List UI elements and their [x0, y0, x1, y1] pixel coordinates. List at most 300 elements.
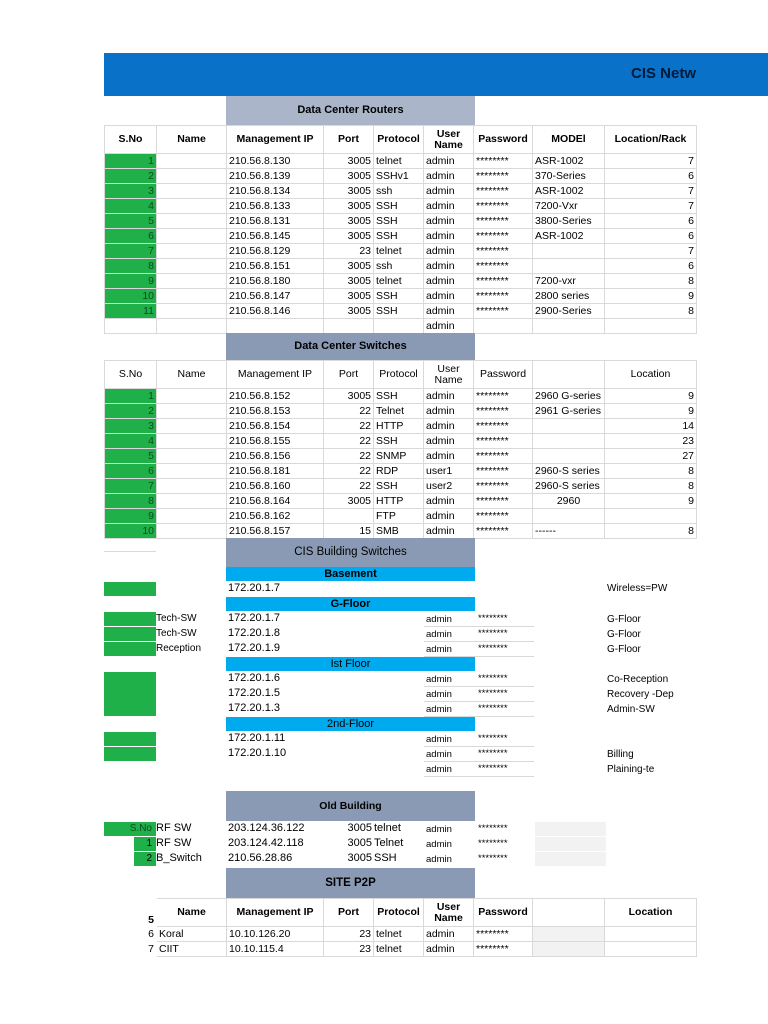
model: 370-Series: [533, 169, 605, 184]
port: 3005: [324, 199, 374, 214]
user-name: admin: [426, 764, 452, 775]
port: 3005: [324, 154, 374, 169]
port: 22: [324, 404, 374, 419]
port: 22: [324, 449, 374, 464]
management-ip: 210.56.8.146: [227, 304, 324, 319]
serial-number: 1: [146, 838, 152, 849]
serial-number: 3: [105, 419, 157, 434]
device-name: [157, 169, 227, 184]
password: ********: [478, 703, 508, 714]
routers-heading: Data Center Routers: [226, 96, 475, 125]
device-name: RF SW: [156, 822, 192, 834]
password: ********: [478, 688, 508, 699]
user-name: admin: [424, 404, 474, 419]
table-row: [105, 199, 697, 214]
column-header: S.No: [105, 361, 157, 389]
management-ip: 210.56.8.129: [227, 244, 324, 259]
port: 3005: [324, 184, 374, 199]
password: ********: [478, 643, 508, 654]
model: 2960 G-series: [533, 389, 605, 404]
model: 2960: [533, 494, 605, 509]
device-name: [157, 494, 227, 509]
model: ASR-1002: [533, 229, 605, 244]
user-name: admin: [426, 704, 452, 715]
device-name: Tech-SW: [156, 628, 197, 639]
management-ip: 210.56.28.86: [228, 852, 293, 864]
basement-ip: 172.20.1.7: [228, 582, 280, 594]
location: 6: [605, 259, 697, 274]
password: ********: [478, 748, 508, 759]
serial-number: 7: [148, 943, 154, 955]
user-name: admin: [424, 199, 474, 214]
port: 3005: [347, 837, 372, 849]
column-header: Port: [324, 899, 374, 927]
serial-number: 1: [105, 154, 157, 169]
location: 6: [605, 229, 697, 244]
management-ip: 210.56.8.152: [227, 389, 324, 404]
device-name: [157, 419, 227, 434]
location: 7: [605, 184, 697, 199]
table-row: [105, 214, 697, 229]
column-header: Password: [474, 361, 533, 389]
row-divider: [424, 776, 534, 777]
table-row: [105, 169, 697, 184]
basement-note: Wireless=PW: [607, 583, 668, 594]
protocol: telnet: [374, 244, 424, 259]
protocol: telnet: [374, 274, 424, 289]
user-name: admin: [424, 927, 474, 942]
user-name: admin: [426, 749, 452, 760]
management-ip: [227, 319, 324, 334]
location: 8: [605, 304, 697, 319]
management-ip: 172.20.1.6: [228, 672, 280, 684]
password: ********: [478, 613, 508, 624]
management-ip: 210.56.8.133: [227, 199, 324, 214]
location-note: Co-Reception: [607, 674, 669, 685]
device-name: [157, 244, 227, 259]
model: [533, 942, 605, 957]
table-row: [105, 494, 697, 509]
table-row: [105, 154, 697, 169]
location: 9: [605, 389, 697, 404]
user-name: admin: [426, 854, 452, 865]
management-ip: 172.20.1.11: [228, 732, 286, 744]
password: ********: [478, 628, 508, 639]
serial-number: 2: [105, 169, 157, 184]
basement-marker: [104, 582, 156, 596]
column-header: [533, 899, 605, 927]
management-ip: 203.124.36.122: [228, 822, 305, 834]
building-left-lines: [104, 538, 156, 566]
model: 2961 G-series: [533, 404, 605, 419]
column-header: 5: [148, 914, 154, 926]
port: 22: [324, 479, 374, 494]
user-name: admin: [426, 734, 452, 745]
management-ip: 172.20.1.10: [228, 747, 287, 759]
row-divider: [424, 641, 534, 642]
protocol: SSHv1: [374, 169, 424, 184]
location: 8: [605, 274, 697, 289]
protocol: FTP: [374, 509, 424, 524]
table-row: [105, 259, 697, 274]
device-name: Reception: [156, 643, 202, 654]
row-divider: [424, 761, 534, 762]
management-ip: 172.20.1.5: [228, 687, 280, 699]
management-ip: 210.56.8.131: [227, 214, 324, 229]
password: ********: [474, 419, 533, 434]
protocol: HTTP: [374, 494, 424, 509]
serial-number: 9: [105, 509, 157, 524]
p2p-header-row: [105, 899, 697, 927]
location-note: Admin-SW: [607, 704, 655, 715]
device-name: [157, 274, 227, 289]
management-ip: 210.56.8.160: [227, 479, 324, 494]
management-ip: 172.20.1.9: [228, 642, 280, 654]
device-name: [157, 509, 227, 524]
serial-number: 3: [105, 184, 157, 199]
management-ip: 210.56.8.147: [227, 289, 324, 304]
management-ip: 203.124.42.118: [228, 837, 304, 849]
table-row: [105, 479, 697, 494]
management-ip: 210.56.8.156: [227, 449, 324, 464]
row-divider: [424, 746, 534, 747]
protocol: SSH: [374, 479, 424, 494]
port: 22: [324, 419, 374, 434]
password: ********: [478, 838, 508, 849]
serial-number: 5: [105, 214, 157, 229]
floor-marker: [104, 642, 156, 656]
table-row: [105, 229, 697, 244]
device-name: [157, 479, 227, 494]
device-name: [157, 389, 227, 404]
location: 8: [605, 464, 697, 479]
serial-number: 4: [105, 434, 157, 449]
serial-number: 6: [105, 464, 157, 479]
protocol: HTTP: [374, 419, 424, 434]
column-header: Protocol: [374, 899, 424, 927]
serial-number: 2: [105, 404, 157, 419]
password: ********: [478, 853, 508, 864]
model: [533, 449, 605, 464]
location: 23: [605, 434, 697, 449]
location-note: G-Floor: [607, 644, 641, 655]
model: [533, 319, 605, 334]
port: 3005: [347, 822, 372, 834]
empty-cell: [535, 852, 606, 866]
p2p-heading: SITE P2P: [226, 868, 475, 898]
password: ********: [474, 479, 533, 494]
model: 2960-S series: [533, 479, 605, 494]
location: 27: [605, 449, 697, 464]
model: 2900-Series: [533, 304, 605, 319]
management-ip: 172.20.1.3: [228, 702, 280, 714]
protocol: SSH: [374, 214, 424, 229]
column-header: Protocol: [374, 126, 424, 154]
management-ip: 210.56.8.162: [227, 509, 324, 524]
location-note: G-Floor: [607, 629, 641, 640]
model: [533, 259, 605, 274]
switches-header-row: [105, 361, 697, 389]
location-note: Recovery -Dep: [607, 689, 674, 700]
password: ********: [474, 449, 533, 464]
password: ********: [474, 389, 533, 404]
protocol: ssh: [374, 184, 424, 199]
serial-number: 11: [105, 304, 157, 319]
model: 2960-S series: [533, 464, 605, 479]
port: 3005: [324, 289, 374, 304]
protocol: ssh: [374, 259, 424, 274]
protocol: telnet: [374, 154, 424, 169]
table-row: [105, 419, 697, 434]
password: ********: [474, 184, 533, 199]
port: 3005: [324, 229, 374, 244]
device-name: [157, 449, 227, 464]
model: 3800-Series: [533, 214, 605, 229]
location: [605, 942, 697, 957]
p2p-table: [104, 898, 697, 957]
table-row: [105, 389, 697, 404]
port: 23: [324, 942, 374, 957]
device-name: [157, 259, 227, 274]
column-header: User Name: [424, 126, 474, 154]
port: [324, 509, 374, 524]
table-row: [105, 942, 697, 957]
password: ********: [474, 259, 533, 274]
device-name: [157, 404, 227, 419]
device-name: [157, 304, 227, 319]
user-name: admin: [426, 824, 452, 835]
user-name: admin: [424, 304, 474, 319]
protocol: SSH: [374, 229, 424, 244]
model: 2800 series: [533, 289, 605, 304]
port: 3005: [324, 169, 374, 184]
user-name: admin: [424, 942, 474, 957]
user-name: admin: [426, 674, 452, 685]
user-name: admin: [424, 319, 474, 334]
device-name: Tech-SW: [156, 613, 197, 624]
password: ********: [474, 942, 533, 957]
password: ********: [478, 733, 508, 744]
table-row: [105, 274, 697, 289]
user-name: admin: [424, 184, 474, 199]
device-name: [157, 434, 227, 449]
switches-heading: Data Center Switches: [226, 333, 475, 360]
device-name: [157, 524, 227, 539]
management-ip: 172.20.1.8: [228, 627, 280, 639]
serial-number: 10: [105, 524, 157, 539]
password: ********: [478, 763, 508, 774]
column-header: Port: [324, 361, 374, 389]
protocol: telnet: [374, 822, 401, 834]
protocol: SNMP: [374, 449, 424, 464]
column-header: User Name: [424, 899, 474, 927]
building-heading: CIS Building Switches: [226, 538, 475, 567]
location-note: Plaining-te: [607, 764, 655, 775]
table-row: [105, 927, 697, 942]
row-divider: [424, 626, 534, 627]
password: ********: [474, 154, 533, 169]
user-name: admin: [424, 274, 474, 289]
management-ip: 210.56.8.151: [227, 259, 324, 274]
user-name: admin: [426, 689, 452, 700]
port: 22: [324, 464, 374, 479]
password: ********: [474, 494, 533, 509]
model: ASR-1002: [533, 184, 605, 199]
user-name: admin: [424, 214, 474, 229]
location-note: G-Floor: [607, 614, 641, 625]
serial-number: 8: [105, 259, 157, 274]
password: ********: [474, 524, 533, 539]
location: 6: [605, 214, 697, 229]
location: 7: [605, 199, 697, 214]
management-ip: 10.10.115.4: [227, 942, 324, 957]
location: 8: [605, 524, 697, 539]
password: ********: [474, 169, 533, 184]
column-header: S.No: [105, 126, 157, 154]
location: 7: [605, 244, 697, 259]
user-name: admin: [424, 154, 474, 169]
serial-number: S.No: [129, 823, 152, 834]
location: 7: [605, 154, 697, 169]
model: 7200-vxr: [533, 274, 605, 289]
password: ********: [474, 289, 533, 304]
device-name: [157, 319, 227, 334]
password: ********: [474, 229, 533, 244]
protocol: SSH: [374, 289, 424, 304]
serial-number: [105, 319, 157, 334]
location: 8: [605, 479, 697, 494]
user-name: admin: [426, 644, 452, 655]
serial-number: 4: [105, 199, 157, 214]
port: 23: [324, 927, 374, 942]
protocol: SSH: [374, 304, 424, 319]
floor-marker: [104, 612, 156, 626]
password: ********: [474, 244, 533, 259]
table-row: [105, 319, 697, 334]
port: 3005: [324, 494, 374, 509]
password: ********: [474, 274, 533, 289]
protocol: SSH: [374, 199, 424, 214]
management-ip: 210.56.8.154: [227, 419, 324, 434]
page-title: CIS Netw: [630, 65, 696, 82]
table-row: [105, 404, 697, 419]
user-name: admin: [424, 169, 474, 184]
user-name: admin: [424, 259, 474, 274]
location: 14: [605, 419, 697, 434]
serial-number: 10: [105, 289, 157, 304]
location: 6: [605, 169, 697, 184]
serial-number: 7: [105, 244, 157, 259]
device-name: CIIT: [157, 942, 227, 957]
column-header: Management IP: [227, 126, 324, 154]
serial-number: 5: [105, 449, 157, 464]
column-header: Name: [157, 126, 227, 154]
device-name: [157, 289, 227, 304]
column-header: Password: [474, 126, 533, 154]
location-note: Billing: [607, 749, 634, 760]
location: [605, 509, 697, 524]
password: ********: [474, 199, 533, 214]
column-header: Location: [605, 361, 697, 389]
table-row: [105, 509, 697, 524]
port: 3005: [347, 852, 372, 864]
management-ip: 210.56.8.130: [227, 154, 324, 169]
management-ip: 210.56.8.155: [227, 434, 324, 449]
management-ip: 210.56.8.180: [227, 274, 324, 289]
column-header: [533, 361, 605, 389]
management-ip: 210.56.8.134: [227, 184, 324, 199]
password: ********: [474, 464, 533, 479]
management-ip: 210.56.8.157: [227, 524, 324, 539]
model: ASR-1002: [533, 154, 605, 169]
device-name: [157, 229, 227, 244]
user-name: admin: [424, 524, 474, 539]
location: 9: [605, 289, 697, 304]
port: 15: [324, 524, 374, 539]
column-header: Location/Rack: [605, 126, 697, 154]
device-name: [157, 184, 227, 199]
location: 9: [605, 404, 697, 419]
location: [605, 927, 697, 942]
column-header: Password: [474, 899, 533, 927]
management-ip: 210.56.8.139: [227, 169, 324, 184]
user-name: admin: [426, 614, 452, 625]
first-floor-marker: [104, 672, 156, 716]
serial-number: 1: [105, 389, 157, 404]
device-name: [157, 214, 227, 229]
protocol: Telnet: [374, 837, 404, 849]
device-name: [157, 199, 227, 214]
protocol: [374, 319, 424, 334]
column-header: User Name: [424, 361, 474, 389]
protocol: telnet: [374, 927, 424, 942]
serial-number: 9: [105, 274, 157, 289]
table-row: [105, 289, 697, 304]
port: 3005: [324, 389, 374, 404]
device-name: RF SW: [156, 837, 192, 849]
basement-heading: Basement: [226, 567, 475, 581]
management-ip: 172.20.1.7: [228, 612, 280, 624]
password: ********: [478, 673, 508, 684]
password: ********: [474, 214, 533, 229]
protocol: telnet: [374, 942, 424, 957]
password: ********: [478, 823, 508, 834]
old-building-heading: Old Building: [226, 791, 475, 821]
switches-table: [104, 360, 697, 539]
location: [605, 319, 697, 334]
user-name: user2: [424, 479, 474, 494]
user-name: admin: [424, 494, 474, 509]
table-row: [105, 524, 697, 539]
routers-header-row: [105, 126, 697, 154]
protocol: Telnet: [374, 404, 424, 419]
second-floor-marker-2: [104, 747, 156, 761]
user-name: admin: [424, 229, 474, 244]
port: 3005: [324, 259, 374, 274]
user-name: user1: [424, 464, 474, 479]
password: ********: [474, 509, 533, 524]
serial-number: 7: [105, 479, 157, 494]
user-name: admin: [424, 289, 474, 304]
device-name: [157, 464, 227, 479]
model: ------: [533, 524, 605, 539]
user-name: admin: [424, 244, 474, 259]
table-row: [105, 464, 697, 479]
management-ip: 10.10.126.20: [227, 927, 324, 942]
location: 9: [605, 494, 697, 509]
user-name: admin: [424, 389, 474, 404]
user-name: admin: [424, 449, 474, 464]
